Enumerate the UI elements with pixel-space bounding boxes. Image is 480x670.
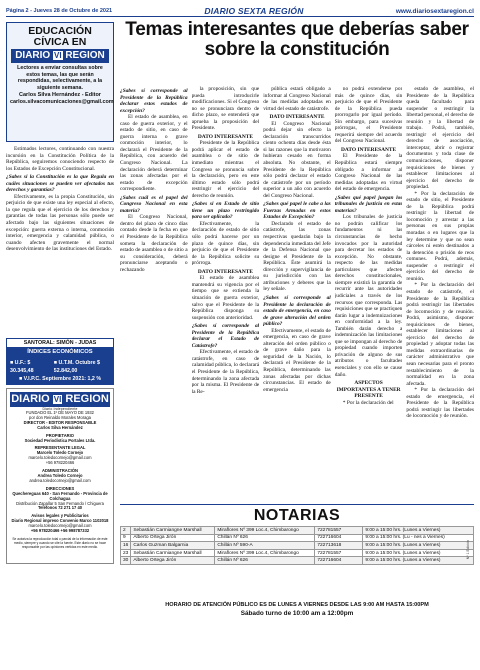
table-cell: 9 bbox=[121, 534, 131, 542]
table-row bbox=[121, 542, 474, 550]
table-cell: 9:00 a 15:00 hrs. (Lunes a Viernes) bbox=[363, 557, 474, 565]
ipc-value: ■ V.I.P.C. Septiembre 2021: 1,2 % bbox=[18, 376, 102, 382]
newspaper-logo bbox=[11, 49, 109, 63]
article-paragraph: no podrá extenderse por más de quince días, sin perjuicio de que el Presidente de la República pueda prorrogarlo por igual período. Sin embargo, para sucesivas prórrogas, el Presidente requerirá siempre del acuerdo del Congreso Nacional. bbox=[334, 86, 403, 145]
table-cell: Chillán Nº 626 bbox=[215, 534, 315, 542]
table-cell: 9:00 a 15:00 hrs. (Lu - nes a Viernes) bbox=[363, 534, 474, 542]
imprint-owner-label: PROPIETARIO bbox=[46, 432, 74, 438]
left-column bbox=[6, 22, 114, 564]
imprint-founded: FUNDADO EL 1º DE MAYO DE 1932 bbox=[26, 410, 94, 415]
table-row bbox=[121, 557, 474, 565]
civic-education-box bbox=[6, 22, 114, 142]
article-paragraph: Los tribunales de justicia no podrán calificar los fundamentos ni las circunstancias de hecho invocados por la autoridad para decretar los estados de excepción. No obstante, respecto de las medidas particulares que afecten derechos constitucionales, siempre existirá la garantía de recurrir ante las autoridades judiciales a través de los recursos que corresponda. Las requisiciones que se practiquen darán lugar a indemnizaciones en conformidad a la ley. También darán derecho a indemnización las limitaciones que se impongan al derecho de propiedad cuando importen privación de alguno de sus atributos o facultades esenciales y con ello se cause daño. bbox=[334, 214, 403, 378]
uf-value: ■ U.F.: $ 30.345,48 bbox=[10, 360, 34, 374]
civic-education-editor: Carlos Silva Hernández - Editor bbox=[19, 92, 101, 98]
imprint-disclaimer: Se autoriza la reproducción total o parcial de la información de este medio, siempre y cuando se cite la fuente. Este diario no se hace responsable por las opiniones vertidas en este medio. bbox=[12, 536, 108, 549]
table-cell: Alberto Ortega Jirón bbox=[131, 534, 215, 542]
imprint-legal-label: REPRESENTANTE LEGAL bbox=[34, 445, 86, 451]
article-paragraph: Efectivamente, el estado de emergencia, en caso de grave alteración del orden público o de grave daño para la seguridad de la Nación, lo declarará el Presidente de la República, determinando las zonas afectadas por dichas circunstancias. El estado de emergencia bbox=[263, 327, 331, 393]
article-paragraph: * Por la declaración del estado de catástrofe, el Presidente de la República podrá restringir las libertades de locomoción y de reunión. Podrá, asimismo, disponer requisiciones de bienes, establecer limitaciones al ejercicio del derecho de propiedad y adoptar todas las medidas extraordinarias de carácter administrativo que sean necesarias para el pronto restablecimiento de la normalidad en la zona afectada. bbox=[406, 282, 474, 387]
table-cell: 9:00 a 15:00 hrs. (Lunes a Viernes) bbox=[363, 549, 474, 557]
notarias-saturday: Sábado turno de 10:00 am a 12:00pm bbox=[240, 609, 354, 617]
article-paragraph: estado de asamblea, el Presidente de la República queda facultado para suspender o restringir la libertad personal, el derecho de reunión y la libertad de trabajo. Podrá, también, restringir el ejercicio del derecho de asociación, interceptar, abrir o registrar documentos y toda clase de comunicaciones, disponer requisiciones de bienes y establecer limitaciones al ejercicio del derecho de propiedad. bbox=[406, 86, 474, 191]
table-cell: Chillán Nº 626 bbox=[215, 557, 315, 565]
table-cell: 722716604 bbox=[315, 534, 363, 542]
article-column-4 bbox=[335, 86, 403, 496]
imprint-address-label: DIRECCIONES bbox=[45, 485, 75, 491]
article-paragraph: El estado de asamblea, en caso de guerra exterior, y el estado de sitio, en caso de guerra interna o grave conmoción interior, lo declarará el Presidente de la República, con acuerdo del Congreso Nacional. La declaración deberá determinar las zonas afectadas por el estado de excepción correspondiente. bbox=[120, 114, 188, 193]
table-cell: 9:00 a 15:00 hrs. (Lunes a Viernes) bbox=[363, 542, 474, 550]
article-paragraph: la proposición, sin que pueda introducirle modificaciones. Si el Congreso no se pronunciara dentro de dicho plazo, se entenderá que aprueba la proposición del Presidente. bbox=[191, 86, 260, 132]
left-article-text bbox=[6, 146, 114, 336]
economic-indices-title: ÍNDICES ECONÓMICOS bbox=[7, 348, 113, 356]
imprint-agreement: Diario Regional impreso Convenio Marco 1102018 bbox=[11, 518, 109, 524]
page-date: Página 2 - Jueves 28 de Octubre de 2021 bbox=[6, 8, 113, 14]
article-paragraph: El Congreso Nacional, dentro del plazo de cinco días contado desde la fecha en que el Presidente de la República someta la declaración de estado de asamblea o de sitio a su consideración, deberá pronunciarse aceptando o rechazando bbox=[120, 214, 188, 273]
article-paragraph: El Congreso Nacional podrá dejar sin efecto la declaración transcurridos ciento ochenta días desde ésta si las razones que la motivaron hubieran cesado en forma absoluta. No obstante, el Presidente de la República sólo podrá declarar el estado de catástrofe por un período superior a un año con acuerdo del Congreso Nacional. bbox=[263, 120, 331, 199]
imprint-admin-mail[interactable]: andrea.toledocornejo@gmail.com bbox=[29, 477, 91, 483]
table-row bbox=[121, 549, 474, 557]
imprint-address-1: Quechereguas 640 - San Fernando - Provincia de Colchagua bbox=[12, 490, 108, 501]
imprint-phone: Teléfonos 72 271 17 40 bbox=[37, 505, 83, 511]
civic-education-email[interactable]: carlos.silvacomunicaciones@gmail.com bbox=[10, 98, 114, 105]
utm-value: ■ U.T.M. Octubre $ 52.842,00 bbox=[53, 360, 100, 374]
article-question: ¿Sabes si en Estado de sitio tiene un plazo restringido para ser aplicado? bbox=[191, 201, 260, 221]
article-paragraph: Efectivamente, es la propia Constitución, sin perjuicio de que existe una ley especial al efecto, la que regula que el ejercicio de los derechos y garantías de todas las personas sólo puede ser afectado bajo las siguientes situaciones de excepción: guerra externa o interna, conmoción interior, emergencia y calamidad pública, o cuando afecten gravemente el normal desenvolvimiento de las instituciones del Estado. bbox=[6, 193, 114, 253]
table-cell: 2 bbox=[121, 527, 131, 535]
imprint-ads-phones: +56 978220466 +56 998787332 bbox=[30, 528, 90, 534]
article-paragraph: * Por la declaración del estado de emergencia, el Presidente de la República podrá restringir las libertades de locomoción y de reunión. bbox=[406, 387, 474, 420]
imprint-ads-mail[interactable]: marcelo.toledocornejo@gmail.com bbox=[28, 523, 92, 529]
logo-diario: DIARIO bbox=[15, 50, 51, 61]
table-cell: 30 bbox=[121, 557, 131, 565]
civic-education-title-2: CÍVICA EN bbox=[33, 35, 87, 48]
article-column-2 bbox=[192, 86, 260, 496]
table-cell: 722716604 bbox=[315, 557, 363, 565]
imprint-logo: DIARIO VI REGION bbox=[11, 393, 109, 405]
table-cell: Carlos Guzman Balgarnia bbox=[131, 542, 215, 550]
article-question: ¿Sabes qué papel le cabe a las Fuerzas Armadas en estos Estados de Excepción? bbox=[263, 201, 331, 221]
imprint-legal-phone: +56 978220466 bbox=[45, 460, 75, 466]
article-columns bbox=[120, 86, 474, 496]
newspaper-name: DIARIO SEXTA REGIÓN bbox=[204, 6, 304, 16]
article-paragraph: Estimados lectores, continuando con nuestra incursión en la Constitución Política de la República, seguiremos conociendo respecto de los Estados de Excepción Constitucional. bbox=[6, 146, 114, 172]
santoral-box bbox=[6, 338, 114, 357]
imprint-legal-mail[interactable]: marcelo.toledocornejo@gmail.com bbox=[28, 455, 92, 461]
article-paragraph: Efectivamente, la declaración de estado de sitio sólo podrá hacerse por un plazo de quince días, sin perjuicio de que el Presidente de la República solicite su prórroga. bbox=[191, 220, 260, 267]
notarias-title: NOTARIAS bbox=[120, 504, 474, 525]
article-headline: Temas interesantes que deberías saber sobre la constitución bbox=[125, 19, 469, 60]
article-paragraph: * Por la declaración del bbox=[342, 399, 394, 406]
imprint-director: Carlos Silva Hernández bbox=[37, 424, 83, 430]
table-row bbox=[121, 527, 474, 535]
article-question: ¿Sabes sí corresponde al Presidente la declaración de estado de emergencia, en caso de grave alteración del orden público? bbox=[263, 294, 331, 328]
civic-education-title-1: EDUCACIÓN bbox=[28, 25, 92, 37]
article-paragraph: El estado de asamblea mantendrá su vigencia por el tiempo que se extienda la situación de guerra exterior, salvo que el Presidente de la República disponga su suspensión con anterioridad. bbox=[191, 275, 260, 321]
table-cell: 9:00 a 15:00 hrs. (Lunes a Viernes) bbox=[363, 527, 474, 535]
imprint-admin: Andrea Toledo Cornejo bbox=[37, 472, 83, 478]
imprint-box bbox=[6, 388, 114, 564]
logo-vi: VI bbox=[53, 51, 62, 60]
santoral-line: SANTORAL: SIMÓN - JUDAS bbox=[7, 339, 113, 348]
page-header bbox=[6, 6, 474, 17]
article-question: ¿Sabes si la Constitución es la que Regula en cuáles situaciones se pueden ver afectados tus derechos y garantías? bbox=[6, 174, 114, 194]
article-question: ¿Sabes cuál es el papel del Congreso Nacional en esta materia? bbox=[120, 194, 188, 214]
article-paragraph: El Presidente de la República estará siempre obligado a informar al Congreso Nacional de las medidas adoptadas en virtud del estado de emergencia. bbox=[334, 153, 403, 193]
imprint-subtitle: Diario independiente bbox=[42, 407, 78, 411]
article-subheading: DATO INTERESANTE bbox=[197, 268, 253, 275]
imprint-ads-label: Avisos legales y Publicitarios bbox=[31, 513, 89, 519]
table-cell: 722781557 bbox=[315, 527, 363, 535]
imprint-director-label: DIRECTOR - EDITOR RESPONSABLE bbox=[23, 419, 97, 425]
article-subheading: DATO INTERESANTE bbox=[341, 146, 397, 153]
article-paragraph: pública estará obligado a informar al Congreso Nacional de las medidas adoptadas en virtud del estado de catástrofe. bbox=[263, 86, 331, 112]
article-question: ¿Sabes sí corresponde al Presidente de la República declarar estos estados de excepción? bbox=[120, 88, 188, 114]
table-cell: Miraflores Nº 399 Loc.4, Chimbarongo bbox=[215, 549, 315, 557]
article-subheading: ASPECTOS IMPORTANTES A TENER PRESENTE bbox=[336, 380, 401, 400]
article-subheading: DATO INTERESANTE bbox=[197, 133, 253, 140]
table-cell: Alberto Ortega Jirón bbox=[131, 557, 215, 565]
economic-indices bbox=[6, 357, 114, 385]
table-cell: Chillán Nº 590-A bbox=[215, 542, 315, 550]
article-column-5 bbox=[406, 86, 474, 496]
imprint-address-2: Distribución Zapallar 5 San Fernando / Chiguera bbox=[16, 500, 104, 506]
table-cell: 722713618 bbox=[315, 542, 363, 550]
article-paragraph: Presidente de la República podrá aplicar el estado de asamblea o de sitio de inmediato mientras el Congreso se pronuncia sobre la declaración, pero en este último estado sólo podrá restringir el ejercicio del derecho de reunión. bbox=[191, 140, 260, 199]
article-paragraph: * Por la declaración de estado de sitio, el Presidente de la República podrá restringir la libertad de locomoción y arrestar a las personas en sus propias moradas o en lugares que la ley determine y que no sean cárceles ni estén destinados a la detención o prisión de reos comunes. Podrá, además, suspender o restringir el ejercicio del derecho de reunión. bbox=[406, 190, 474, 282]
table-cell: 23 bbox=[121, 549, 131, 557]
civic-education-text: Lectores a enviar consultas sobre estos temas, las que serán respondidas, selectivamente, a la siguiente semana. bbox=[17, 65, 103, 91]
article-question: ¿Sabes qué papel juegan los tribunales de justicia en estas materias? bbox=[334, 194, 403, 214]
logo-region: REGION bbox=[65, 50, 105, 61]
table-cell: Miraflores Nº 399 Loc.4, Chimbarongo bbox=[215, 527, 315, 535]
article-paragraph: Efectivamente, el estado de catástrofe, en caso de calamidad pública, lo declarará el Presidente de la República, determinando la zona afectada por la misma. El Presidente de la Re- bbox=[191, 349, 260, 395]
article-question: ¿Sabes sí corresponde al Presidente de la República declarar el Estado de Catástrofe? bbox=[191, 323, 260, 349]
vertical-credit: Nº 1 Edición bbox=[466, 540, 470, 560]
table-row bbox=[121, 534, 474, 542]
website-link[interactable]: www.diariosextaregion.cl bbox=[395, 7, 474, 15]
table-cell: 722781557 bbox=[315, 549, 363, 557]
imprint-founder: por don Reinaldo Morales Moraga bbox=[29, 414, 91, 420]
imprint-legal: Marcelo Toledo Cornejo bbox=[36, 450, 84, 456]
notarias-table bbox=[120, 526, 474, 565]
table-cell: Sebastián Carmiangne Marshall bbox=[131, 549, 215, 557]
article-column-1 bbox=[120, 86, 188, 496]
imprint-admin-label: ADMINISTRACIÓN bbox=[42, 468, 78, 474]
table-cell: 16 bbox=[121, 542, 131, 550]
article-subheading: DATO INTERESANTE bbox=[269, 114, 325, 121]
imprint-owner: Sociedad Periodística Portales Ltda. bbox=[24, 437, 96, 443]
article-column-3 bbox=[263, 86, 331, 496]
notarias-hours: HORARIO DE ATENCIÓN PÚBLICO ES DE LUNES A VIERNES DESDE LAS 9:00 AM HASTA 15:00PM bbox=[165, 602, 429, 608]
notarias-footer bbox=[120, 602, 474, 617]
table-cell: Sebastián Carmiangne Marshall bbox=[131, 527, 215, 535]
article-paragraph: Declarado el estado de catástrofe, las zonas respectivas quedarán bajo la dependencia inmediata del Jefe de la Defensa Nacional que designe el Presidente de la República. Éste asumirá la dirección y supervigilancia de su jurisdicción con las atribuciones y deberes que la ley señale. bbox=[263, 220, 331, 293]
